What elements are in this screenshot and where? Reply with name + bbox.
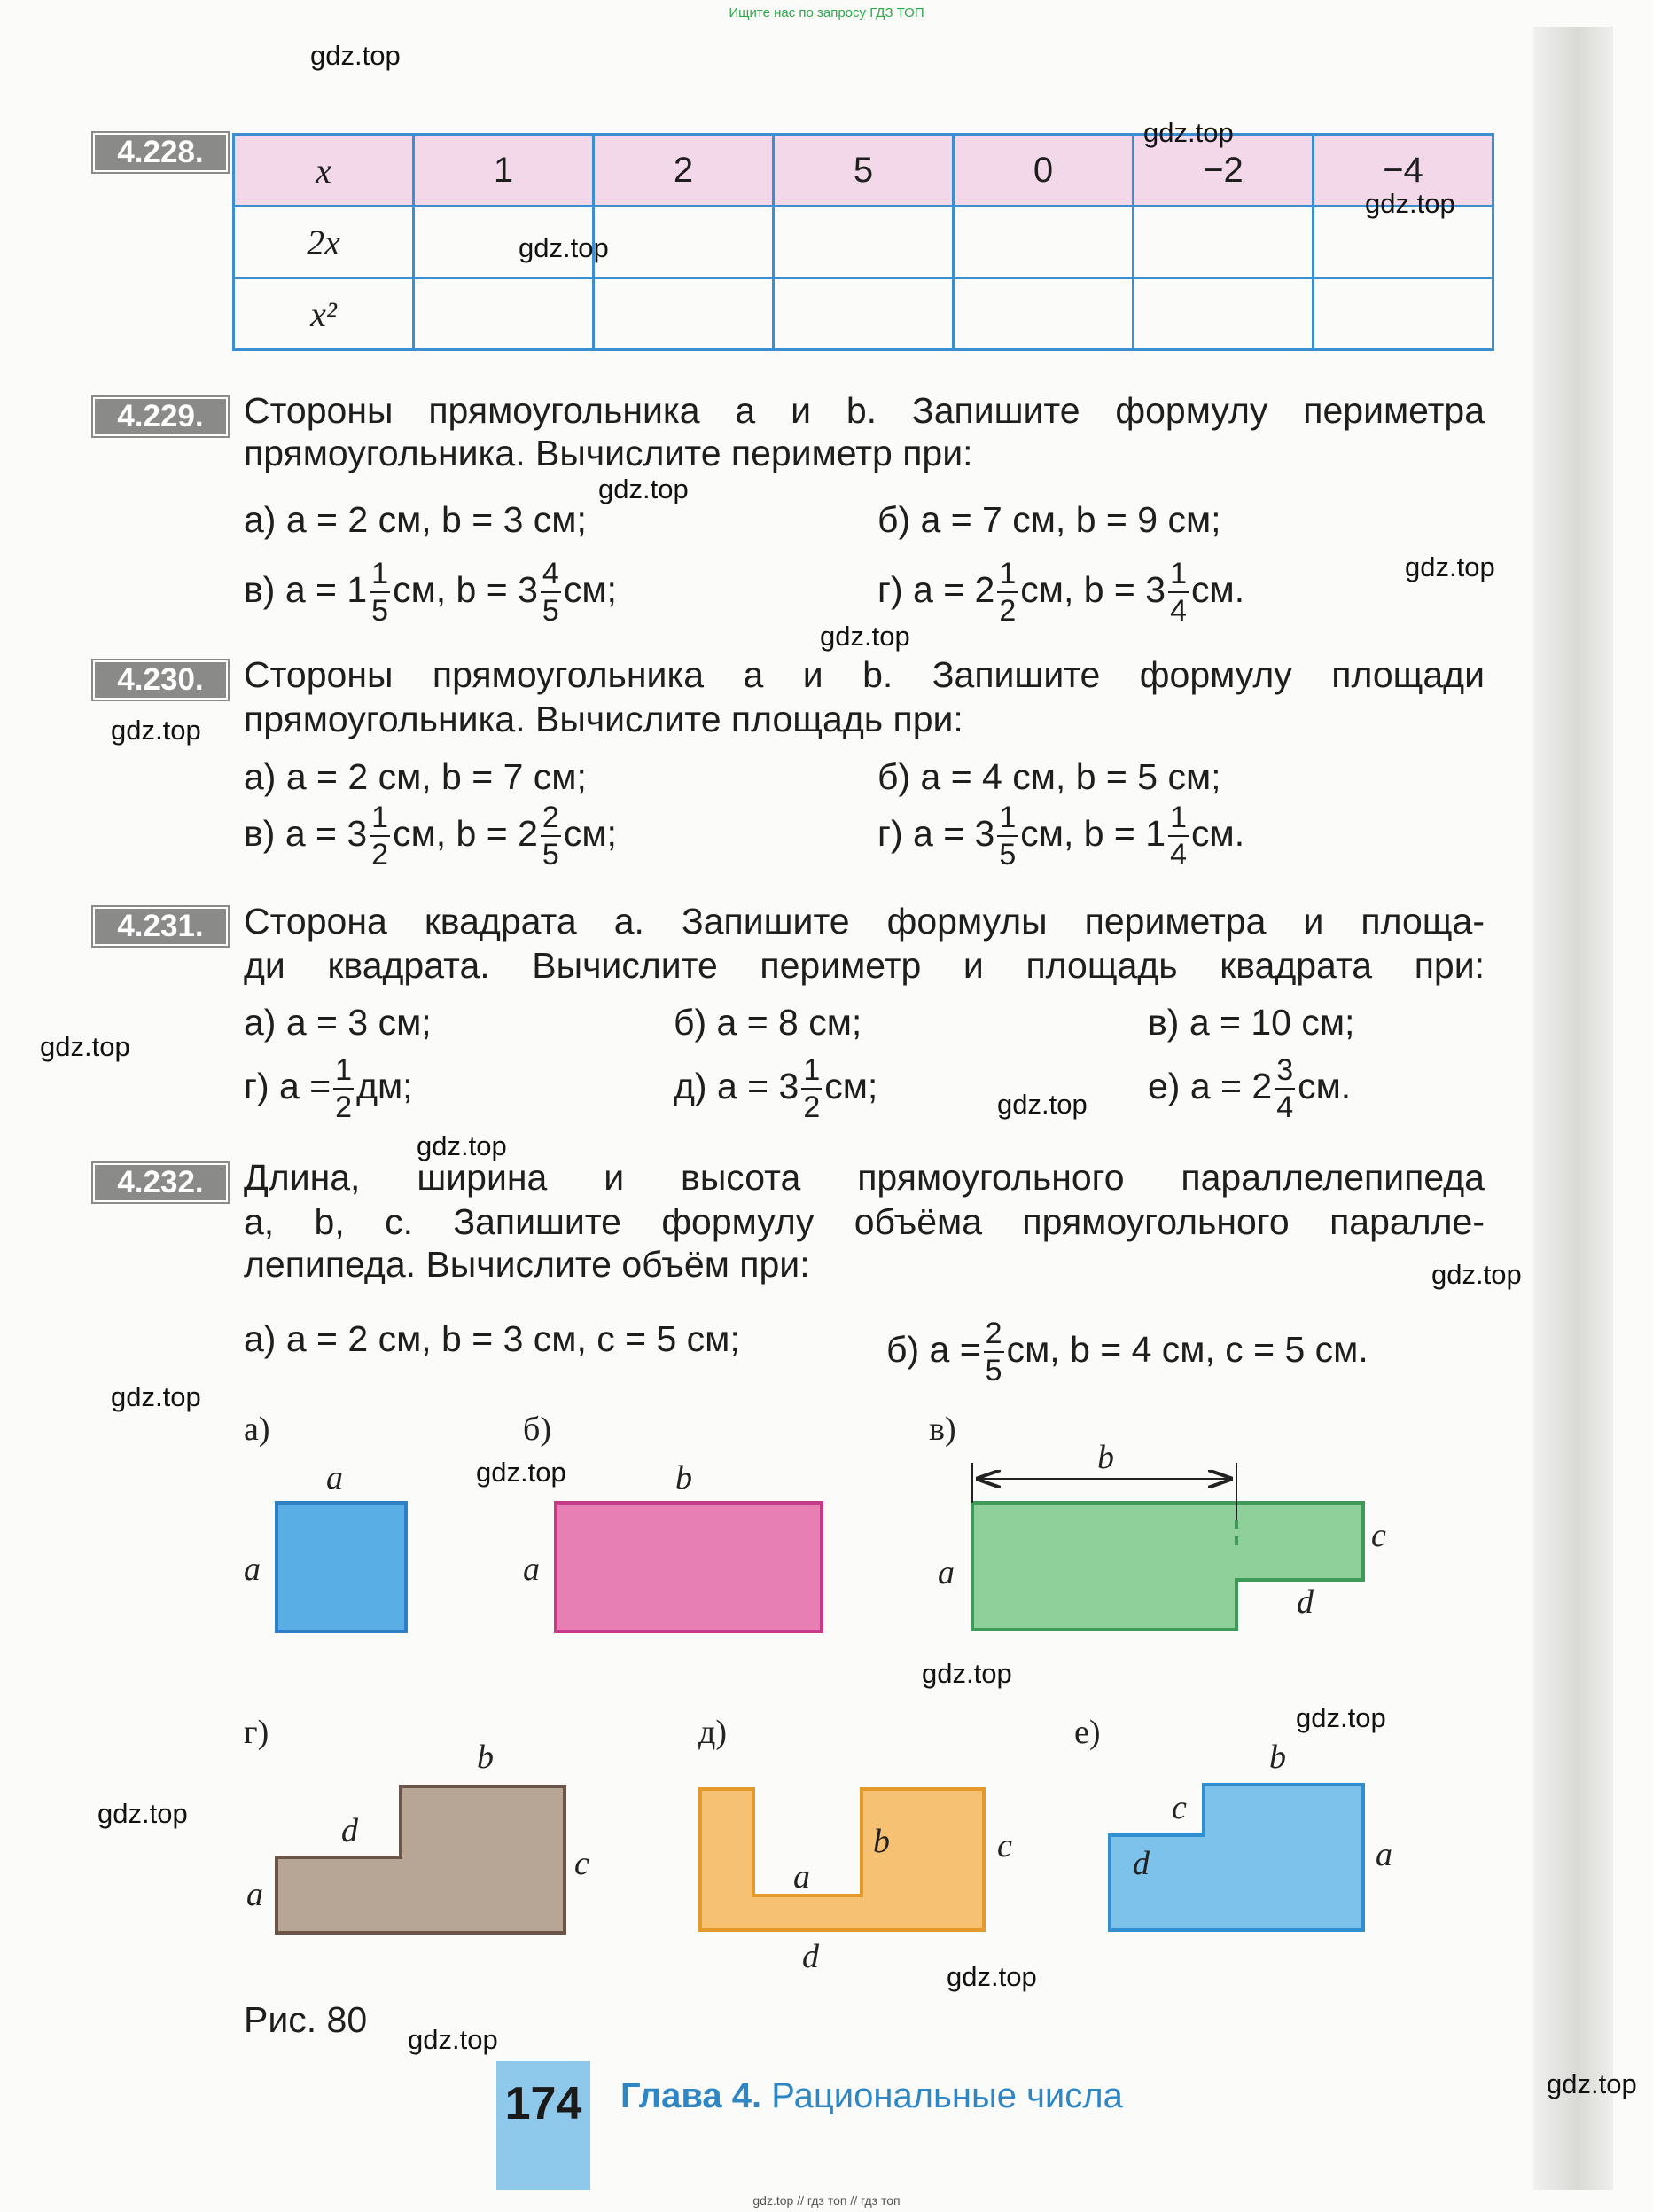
exercise-item-a: а) a = 3 см; — [244, 1002, 432, 1043]
var-b: b — [1269, 1739, 1286, 1776]
watermark: gdz.top — [111, 715, 201, 746]
figure-label-a: а) — [244, 1411, 270, 1448]
exercise-number-4-228: 4.228. — [93, 133, 228, 172]
table-cell: 2 — [594, 135, 774, 207]
watermark: gdz.top — [947, 1961, 1037, 1992]
fraction: $\frac{2}{5}$ — [542, 801, 559, 872]
fraction: $\frac{1}{4}$ — [1170, 557, 1187, 628]
watermark: gdz.top — [1296, 1702, 1386, 1733]
exercise-text-line: Стороны прямоугольника a и b. Запишите формулу площади — [244, 654, 1485, 695]
chapter-name: Рациональные числа — [771, 2076, 1123, 2115]
item-text: см; — [563, 812, 617, 854]
shape-d-composite — [700, 1789, 984, 1930]
fraction: $\frac{1}{4}$ — [1170, 801, 1187, 872]
chapter-title — [620, 2076, 1123, 2116]
fraction: $\frac{1}{2}$ — [371, 801, 389, 872]
chapter-label: Глава 4. — [620, 2076, 762, 2115]
item-text: см; — [824, 1065, 878, 1106]
var-a: a — [246, 1876, 263, 1913]
watermark: gdz.top — [598, 473, 689, 504]
item-text: в) a = 1 — [244, 568, 368, 610]
watermark: gdz.top — [1143, 117, 1234, 148]
watermark: gdz.top — [1405, 551, 1495, 582]
fraction: $\frac{1}{5}$ — [371, 557, 389, 628]
var-a: a — [793, 1858, 810, 1895]
fraction: $\frac{1}{2}$ — [803, 1053, 821, 1124]
item-text: см, b = 3 — [1020, 568, 1166, 610]
watermark: gdz.top — [310, 40, 401, 71]
table-cell: 2x — [234, 207, 414, 278]
var-d: d — [1297, 1583, 1314, 1621]
var-c: c — [1371, 1517, 1386, 1554]
fraction: $\frac{1}{2}$ — [335, 1053, 353, 1124]
var-b: b — [477, 1739, 494, 1776]
table-cell: 1 — [414, 135, 594, 207]
item-text: е) a = 2 — [1148, 1065, 1273, 1106]
exercise-number-4-229: 4.229. — [93, 397, 228, 436]
table-cell: 0 — [954, 135, 1134, 207]
figure-label-v: в) — [929, 1411, 956, 1448]
watermark: gdz.top — [997, 1089, 1088, 1120]
exercise-item-v: в) a = 10 см; — [1148, 1002, 1355, 1043]
exercise-number-4-232: 4.232. — [93, 1163, 228, 1202]
var-c: c — [1172, 1789, 1187, 1826]
item-text: см. — [1298, 1065, 1352, 1106]
watermark: gdz.top — [820, 621, 910, 652]
figure-caption: Рис. 80 — [244, 1999, 368, 2040]
var-b: b — [873, 1823, 890, 1860]
item-text: см, b = 4 см, c = 5 см. — [1006, 1328, 1368, 1370]
search-hint: Ищите нас по запросу ГДЗ ТОП — [729, 5, 924, 20]
shape-g-composite — [277, 1786, 565, 1933]
exercise-item-b: б) a = 7 см, b = 9 см; — [877, 499, 1221, 540]
item-text: см. — [1191, 812, 1245, 854]
exercise-item-b: б) a = 4 см, b = 5 см; — [877, 756, 1221, 797]
exercise-item-a: а) a = 2 см, b = 7 см; — [244, 756, 587, 797]
exercise-text-line: прямоугольника. Вычислите площадь при: — [244, 699, 963, 739]
item-text: см, b = 2 — [393, 812, 538, 854]
watermark: gdz.top — [1365, 188, 1455, 219]
var-b: b — [675, 1459, 692, 1497]
var-b: b — [1097, 1439, 1114, 1476]
exercise-number-4-230: 4.230. — [93, 660, 228, 700]
var-d: d — [341, 1812, 358, 1849]
shape-a-square — [277, 1503, 406, 1631]
watermark: gdz.top — [417, 1130, 507, 1161]
table-cell: −4 — [1314, 135, 1493, 207]
exercise-text-line: лепипеда. Вычислите объём при: — [244, 1244, 810, 1285]
watermark: gdz.top — [1547, 2068, 1637, 2099]
exercise-text-line: ди квадрата. Вычислите периметр и площадь квадрата при: — [244, 945, 1485, 986]
exercise-item-a: а) a = 2 см, b = 3 см, c = 5 см; — [244, 1318, 740, 1359]
footer-note: gdz.top // гдз топ // гдз топ — [752, 2193, 901, 2208]
item-text: дм; — [356, 1065, 413, 1106]
var-a: a — [523, 1551, 540, 1588]
watermark: gdz.top — [922, 1658, 1012, 1689]
fraction: $\frac{1}{2}$ — [999, 557, 1017, 628]
item-text: б) a = — [886, 1328, 981, 1370]
figure-label-b: б) — [523, 1411, 551, 1448]
page-number: 174 — [496, 2061, 590, 2190]
exercise-text-line: Сторона квадрата a. Запишите формулы периметра и площа- — [244, 901, 1485, 942]
table-cell: −2 — [1134, 135, 1314, 207]
exercise-text-line: прямоугольника. Вычислите периметр при: — [244, 433, 973, 473]
var-a: a — [326, 1459, 343, 1497]
watermark: gdz.top — [408, 2024, 498, 2055]
watermark: gdz.top — [519, 232, 609, 263]
item-text: см. — [1191, 568, 1245, 610]
fraction: $\frac{2}{5}$ — [985, 1317, 1002, 1387]
exercise-text-line: a, b, c. Запишите формулу объёма прямоугольного паралле- — [244, 1201, 1485, 1242]
exercise-item-a: а) a = 2 см, b = 3 см; — [244, 499, 587, 540]
item-text: см; — [563, 568, 617, 610]
item-text: см, b = 1 — [1020, 812, 1166, 854]
var-a: a — [938, 1554, 955, 1591]
fraction: $\frac{4}{5}$ — [542, 557, 559, 628]
watermark: gdz.top — [1431, 1259, 1522, 1290]
fraction: $\frac{3}{4}$ — [1276, 1053, 1294, 1124]
item-text: г) a = — [244, 1065, 331, 1106]
var-c: c — [997, 1827, 1012, 1864]
table-cell: 5 — [774, 135, 954, 207]
table-cell: x² — [234, 278, 414, 350]
var-d: d — [802, 1938, 819, 1975]
exercise-text-line: Длина, ширина и высота прямоугольного параллелепипеда — [244, 1157, 1485, 1198]
item-text: г) a = 2 — [877, 568, 995, 610]
item-text: в) a = 3 — [244, 812, 368, 854]
item-text: г) a = 3 — [877, 812, 995, 854]
var-a: a — [1376, 1836, 1392, 1873]
watermark: gdz.top — [40, 1031, 130, 1062]
exercise-text-line: Стороны прямоугольника a и b. Запишите формулу периметра — [244, 390, 1485, 431]
item-text: д) a = 3 — [674, 1065, 799, 1106]
watermark: gdz.top — [476, 1457, 566, 1488]
var-d: d — [1133, 1845, 1150, 1882]
watermark: gdz.top — [97, 1798, 188, 1829]
watermark: gdz.top — [111, 1381, 201, 1412]
table-cell: x — [234, 135, 414, 207]
figure-label-e: е) — [1074, 1714, 1101, 1751]
var-a: a — [244, 1551, 261, 1588]
figure-label-d: д) — [698, 1714, 727, 1751]
fraction: $\frac{1}{5}$ — [999, 801, 1017, 872]
exercise-item-b: б) a = 8 см; — [674, 1002, 862, 1043]
shape-b-rectangle — [556, 1503, 822, 1631]
exercise-number-4-231: 4.231. — [93, 907, 228, 946]
var-c: c — [574, 1845, 589, 1882]
item-text: см, b = 3 — [393, 568, 538, 610]
figure-label-g: г) — [244, 1714, 269, 1751]
